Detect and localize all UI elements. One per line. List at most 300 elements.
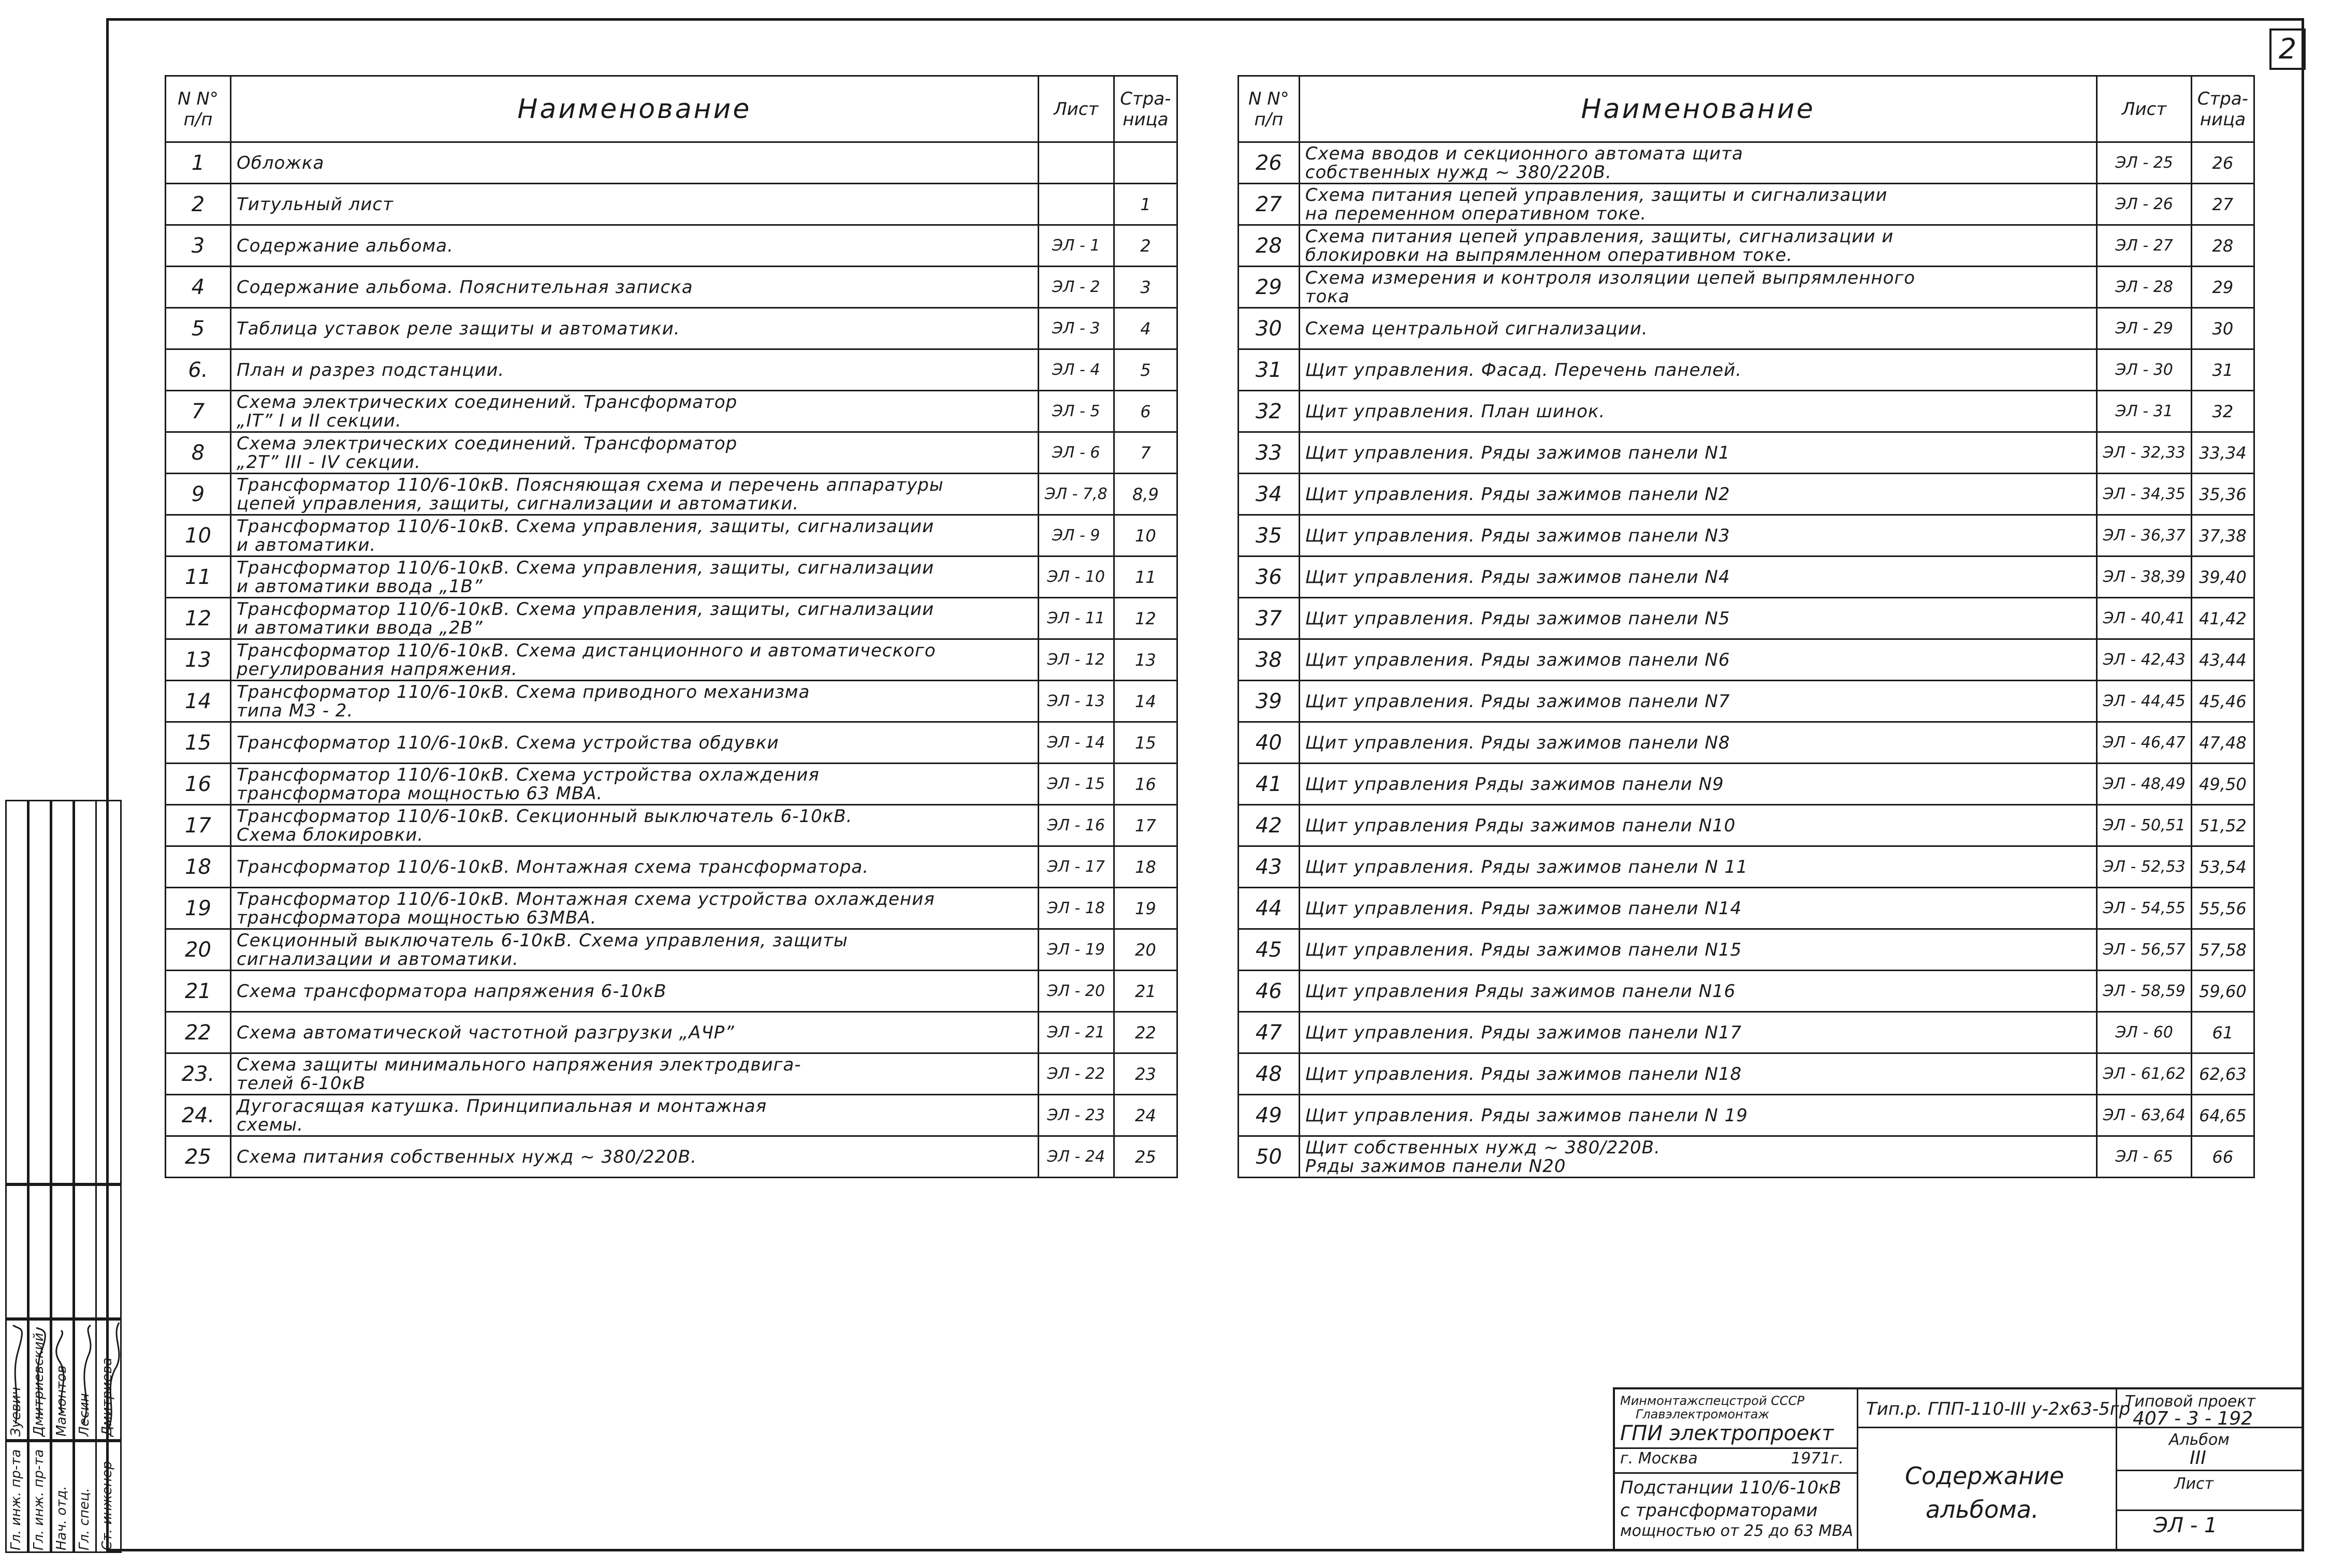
table-row [1239,308,2254,349]
header-sheet: Лист [1038,76,1114,142]
row-sheet: ЭЛ - 16 [1038,805,1114,846]
name-2: Дмитриевский [31,1332,47,1437]
row-page: 23 [1114,1053,1177,1095]
tb-album-value: III [2190,1447,2206,1469]
row-page: 37,38 [2191,515,2254,556]
table-row [1239,929,2254,971]
row-number: 30 [1239,308,1300,349]
row-page: 43,44 [2191,639,2254,681]
row-number: 26 [1239,142,1300,184]
row-number: 37 [1239,598,1300,639]
row-sheet: ЭЛ - 12 [1038,639,1114,681]
row-page: 22 [1114,1012,1177,1053]
row-page: 59,60 [2191,971,2254,1012]
table-row [166,929,1177,971]
row-title: Трансформатор 110/6-10кВ. Схема приводного механизма типа МЗ - 2. [231,681,1039,722]
row-page: 3 [1114,267,1177,308]
row-page: 66 [2191,1136,2254,1178]
table-row [166,349,1177,391]
table-row [1239,391,2254,432]
row-sheet: ЭЛ - 13 [1038,681,1114,722]
table-row [166,1136,1177,1178]
row-number: 28 [1239,225,1300,267]
row-sheet: ЭЛ - 48,49 [2097,764,2191,805]
tb-code: Тип.р. ГПП-110-III у-2х63-5гр [1866,1399,2131,1419]
tb-tp-label: Типовой проект [2125,1393,2255,1411]
row-page: 47,48 [2191,722,2254,764]
table-row [166,267,1177,308]
row-page: 12 [1114,598,1177,639]
row-number: 38 [1239,639,1300,681]
row-page: 45,46 [2191,681,2254,722]
row-sheet: ЭЛ - 61,62 [2097,1053,2191,1095]
row-number: 18 [166,846,231,888]
row-title: Схема питания цепей управления, защиты, сигнализации и блокировки на выпрямленном оперативном токе. [1299,225,2097,267]
row-title: Схема автоматической частотной разгрузки „АЧР” [231,1012,1039,1053]
row-page: 7 [1114,432,1177,474]
row-number: 7 [166,391,231,432]
role-1: Гл. инж. пр-та [8,1449,24,1550]
row-page: 51,52 [2191,805,2254,846]
table-row [1239,681,2254,722]
row-page: 57,58 [2191,929,2254,971]
row-page: 8,9 [1114,474,1177,515]
row-sheet: ЭЛ - 30 [2097,349,2191,391]
row-page: 10 [1114,515,1177,556]
row-title: Схема вводов и секционного автомата щита собственных нужд ~ 380/220В. [1299,142,2097,184]
table-row [166,474,1177,515]
row-number: 13 [166,639,231,681]
row-sheet: ЭЛ - 63,64 [2097,1095,2191,1136]
row-sheet: ЭЛ - 25 [2097,142,2191,184]
row-sheet: ЭЛ - 3 [1038,308,1114,349]
row-title: Щит управления. План шинок. [1299,391,2097,432]
tb-city: г. Москва [1620,1449,1698,1468]
row-page: 27 [2191,184,2254,225]
row-sheet: ЭЛ - 24 [1038,1136,1114,1178]
row-sheet: ЭЛ - 23 [1038,1095,1114,1136]
row-sheet: ЭЛ - 44,45 [2097,681,2191,722]
row-number: 4 [166,267,231,308]
row-title: Щит управления. Ряды зажимов панели N3 [1299,515,2097,556]
row-sheet: ЭЛ - 54,55 [2097,888,2191,929]
row-sheet: ЭЛ - 4 [1038,349,1114,391]
row-number: 24. [166,1095,231,1136]
row-number: 47 [1239,1012,1300,1053]
tb-doc-title-2: альбома. [1926,1496,2039,1523]
row-sheet: ЭЛ - 40,41 [2097,598,2191,639]
row-number: 44 [1239,888,1300,929]
table-row [1239,1095,2254,1136]
row-title: Таблица уставок реле защиты и автоматики. [231,308,1039,349]
row-page: 35,36 [2191,474,2254,515]
row-number: 2 [166,184,231,225]
table-row [1239,722,2254,764]
row-number: 39 [1239,681,1300,722]
row-sheet: ЭЛ - 15 [1038,764,1114,805]
table-row [1239,888,2254,929]
row-number: 36 [1239,556,1300,598]
row-title: Щит управления. Ряды зажимов панели N7 [1299,681,2097,722]
row-sheet [1038,184,1114,225]
tb-album-label: Альбом [2169,1431,2230,1449]
row-sheet: ЭЛ - 5 [1038,391,1114,432]
row-number: 48 [1239,1053,1300,1095]
table-row [1239,556,2254,598]
contents-table-right [1237,75,2255,1178]
row-number: 14 [166,681,231,722]
header-num: N N° п/п [1239,76,1300,142]
row-number: 19 [166,888,231,929]
table-row [166,1012,1177,1053]
table-row [1239,515,2254,556]
row-title: Щит управления. Ряды зажимов панели N1 [1299,432,2097,474]
row-number: 6. [166,349,231,391]
table-row [166,432,1177,474]
row-page: 1 [1114,184,1177,225]
row-sheet: ЭЛ - 32,33 [2097,432,2191,474]
table-row [1239,971,2254,1012]
row-number: 29 [1239,267,1300,308]
tb-line [1858,1427,2117,1428]
header-sheet: Лист [2097,76,2191,142]
table-row [166,888,1177,929]
row-sheet: ЭЛ - 21 [1038,1012,1114,1053]
row-page: 15 [1114,722,1177,764]
row-number: 40 [1239,722,1300,764]
tb-year: 1971г. [1791,1449,1844,1468]
row-sheet: ЭЛ - 46,47 [2097,722,2191,764]
row-title: План и разрез подстанции. [231,349,1039,391]
row-page [1114,142,1177,184]
row-sheet: ЭЛ - 18 [1038,888,1114,929]
row-sheet: ЭЛ - 58,59 [2097,971,2191,1012]
table-row [1239,764,2254,805]
row-number: 12 [166,598,231,639]
row-number: 45 [1239,929,1300,971]
table-row [166,846,1177,888]
row-title: Трансформатор 110/6-10кВ. Секционный выключатель 6-10кВ. Схема блокировки. [231,805,1039,846]
row-title: Щит управления. Ряды зажимов панели N 11 [1299,846,2097,888]
row-number: 34 [1239,474,1300,515]
row-title: Трансформатор 110/6-10кВ. Схема устройства охлаждения трансформатора мощностью 63 МВА. [231,764,1039,805]
table-row [1239,1012,2254,1053]
table-row [166,308,1177,349]
row-number: 23. [166,1053,231,1095]
row-number: 10 [166,515,231,556]
row-page: 4 [1114,308,1177,349]
row-title: Трансформатор 110/6-10кВ. Монтажная схема трансформатора. [231,846,1039,888]
table-row [1239,432,2254,474]
role-3: Нач. отд. [54,1486,69,1550]
header-name: Наименование [1299,76,2097,142]
contents-table-left [165,75,1178,1178]
row-title: Щит управления. Ряды зажимов панели N15 [1299,929,2097,971]
tb-subject-1: Подстанции 110/6-10кВ [1620,1477,1841,1498]
row-title: Содержание альбома. Пояснительная записка [231,267,1039,308]
row-page: 14 [1114,681,1177,722]
row-page: 64,65 [2191,1095,2254,1136]
row-sheet: ЭЛ - 20 [1038,971,1114,1012]
row-page: 49,50 [2191,764,2254,805]
table-row [1239,184,2254,225]
row-sheet: ЭЛ - 50,51 [2097,805,2191,846]
row-number: 27 [1239,184,1300,225]
tb-line [1615,1447,1858,1449]
header-num: N N° п/п [166,76,231,142]
row-page: 33,34 [2191,432,2254,474]
row-number: 9 [166,474,231,515]
row-number: 43 [1239,846,1300,888]
row-number: 17 [166,805,231,846]
row-title: Трансформатор 110/6-10кВ. Схема управления, защиты, сигнализации и автоматики ввода „1В” [231,556,1039,598]
row-page: 13 [1114,639,1177,681]
row-title: Титульный лист [231,184,1039,225]
row-title: Щит управления. Ряды зажимов панели N4 [1299,556,2097,598]
table-row [166,1095,1177,1136]
row-title: Щит управления Ряды зажимов панели N10 [1299,805,2097,846]
row-title: Щит управления Ряды зажимов панели N9 [1299,764,2097,805]
role-5: Ст. инженер [99,1461,115,1550]
row-sheet [1038,142,1114,184]
tb-line [2117,1510,2302,1511]
row-title: Щит управления. Ряды зажимов панели N17 [1299,1012,2097,1053]
row-number: 31 [1239,349,1300,391]
row-page: 61 [2191,1012,2254,1053]
table-row [166,142,1177,184]
tb-doc-title-1: Содержание [1905,1462,2064,1490]
table-row [166,598,1177,639]
row-number: 11 [166,556,231,598]
row-page: 29 [2191,267,2254,308]
row-title: Схема центральной сигнализации. [1299,308,2097,349]
row-title: Трансформатор 110/6-10кВ. Схема дистанционного и автоматического регулирования напряжения. [231,639,1039,681]
table-row [166,225,1177,267]
row-title: Схема питания цепей управления, защиты и сигнализации на переменном оперативном токе. [1299,184,2097,225]
row-page: 62,63 [2191,1053,2254,1095]
table-row [166,971,1177,1012]
row-number: 21 [166,971,231,1012]
row-sheet: ЭЛ - 19 [1038,929,1114,971]
role-4: Гл. спец. [77,1488,92,1550]
row-number: 35 [1239,515,1300,556]
row-title: Щит собственных нужд ~ 380/220В. Ряды зажимов панели N20 [1299,1136,2097,1178]
row-number: 8 [166,432,231,474]
row-title: Щит управления. Ряды зажимов панели N6 [1299,639,2097,681]
row-sheet: ЭЛ - 42,43 [2097,639,2191,681]
header-page: Стра-ница [2191,76,2254,142]
row-title: Обложка [231,142,1039,184]
row-page: 25 [1114,1136,1177,1178]
row-number: 49 [1239,1095,1300,1136]
name-5: Дмитриева [99,1357,115,1437]
row-page: 24 [1114,1095,1177,1136]
row-number: 3 [166,225,231,267]
tb-line [1615,1472,1858,1474]
row-number: 25 [166,1136,231,1178]
row-number: 46 [1239,971,1300,1012]
row-sheet: ЭЛ - 6 [1038,432,1114,474]
table-row [166,805,1177,846]
row-title: Дугогасящая катушка. Принципиальная и монтажная схемы. [231,1095,1039,1136]
table-row [1239,225,2254,267]
row-page: 31 [2191,349,2254,391]
row-sheet: ЭЛ - 11 [1038,598,1114,639]
row-sheet: ЭЛ - 26 [2097,184,2191,225]
row-sheet: ЭЛ - 36,37 [2097,515,2191,556]
strip-divider [5,1183,122,1186]
row-title: Секционный выключатель 6-10кВ. Схема управления, защиты сигнализации и автоматики. [231,929,1039,971]
row-page: 2 [1114,225,1177,267]
tb-org-line1: Минмонтажспецстрой СССР [1620,1394,1804,1408]
row-sheet: ЭЛ - 14 [1038,722,1114,764]
row-page: 18 [1114,846,1177,888]
row-page: 6 [1114,391,1177,432]
row-title: Щит управления. Ряды зажимов панели N14 [1299,888,2097,929]
row-sheet: ЭЛ - 65 [2097,1136,2191,1178]
row-page: 16 [1114,764,1177,805]
row-page: 26 [2191,142,2254,184]
row-sheet: ЭЛ - 34,35 [2097,474,2191,515]
table-row [166,184,1177,225]
row-page: 5 [1114,349,1177,391]
tb-sheet-value: ЭЛ - 1 [2153,1514,2218,1537]
row-number: 20 [166,929,231,971]
name-1: Зуевич [8,1387,24,1437]
row-number: 42 [1239,805,1300,846]
row-sheet: ЭЛ - 22 [1038,1053,1114,1095]
row-title: Схема питания собственных нужд ~ 380/220В. [231,1136,1039,1178]
role-2: Гл. инж. пр-та [31,1449,47,1550]
table-row [1239,1053,2254,1095]
page-number: 2 [2269,28,2306,70]
table-row [166,515,1177,556]
table-row [1239,142,2254,184]
row-sheet: ЭЛ - 52,53 [2097,846,2191,888]
row-title: Трансформатор 110/6-10кВ. Схема управления, защиты, сигнализации и автоматики ввода „2В” [231,598,1039,639]
row-number: 5 [166,308,231,349]
row-page: 41,42 [2191,598,2254,639]
table-row [1239,639,2254,681]
row-sheet: ЭЛ - 9 [1038,515,1114,556]
row-title: Трансформатор 110/6-10кВ. Поясняющая схема и перечень аппаратуры цепей управления, защиты, сигнализации и автоматики. [231,474,1039,515]
strip-divider [5,1439,122,1442]
title-block [1613,1387,2304,1551]
row-title: Содержание альбома. [231,225,1039,267]
row-title: Щит управления Ряды зажимов панели N16 [1299,971,2097,1012]
table-row [166,391,1177,432]
table-header [1239,76,2254,142]
row-sheet: ЭЛ - 29 [2097,308,2191,349]
row-title: Трансформатор 110/6-10кВ. Схема управления, защиты, сигнализации и автоматики. [231,515,1039,556]
header-page: Стра-ница [1114,76,1177,142]
table-row [1239,1136,2254,1178]
row-page: 32 [2191,391,2254,432]
row-number: 22 [166,1012,231,1053]
table-row [1239,474,2254,515]
row-page: 17 [1114,805,1177,846]
tb-subject-2: с трансформаторами [1620,1500,1818,1521]
table-row [166,681,1177,722]
row-sheet: ЭЛ - 28 [2097,267,2191,308]
table-row [1239,846,2254,888]
row-number: 50 [1239,1136,1300,1178]
table-row [166,722,1177,764]
row-sheet: ЭЛ - 38,39 [2097,556,2191,598]
row-number: 32 [1239,391,1300,432]
row-number: 1 [166,142,231,184]
row-title: Схема электрических соединений. Трансформатор „2Т” III - IV секции. [231,432,1039,474]
row-number: 33 [1239,432,1300,474]
tb-org-name: ГПИ электропроект [1620,1422,1834,1445]
row-page: 39,40 [2191,556,2254,598]
tb-tp-number: 407 - 3 - 192 [2133,1408,2253,1429]
row-title: Щит управления. Ряды зажимов панели N5 [1299,598,2097,639]
tb-org-line2: Главэлектромонтаж [1636,1407,1770,1422]
row-number: 41 [1239,764,1300,805]
row-title: Схема измерения и контроля изоляции цепей выпрямленного тока [1299,267,2097,308]
signature-scribbles [5,1320,124,1437]
tb-line [2117,1470,2302,1471]
row-page: 11 [1114,556,1177,598]
row-title: Трансформатор 110/6-10кВ. Монтажная схема устройства охлаждения трансформатора мощностью 63МВА. [231,888,1039,929]
row-title: Щит управления. Ряды зажимов панели N 19 [1299,1095,2097,1136]
row-number: 15 [166,722,231,764]
row-sheet: ЭЛ - 17 [1038,846,1114,888]
header-name: Наименование [231,76,1039,142]
table-row [166,639,1177,681]
row-sheet: ЭЛ - 1 [1038,225,1114,267]
row-title: Щит управления. Ряды зажимов панели N8 [1299,722,2097,764]
table-row [166,764,1177,805]
row-sheet: ЭЛ - 56,57 [2097,929,2191,971]
row-title: Щит управления. Фасад. Перечень панелей. [1299,349,2097,391]
table-row [1239,805,2254,846]
table-row [1239,267,2254,308]
row-title: Щит управления. Ряды зажимов панели N18 [1299,1053,2097,1095]
row-sheet: ЭЛ - 7,8 [1038,474,1114,515]
row-sheet: ЭЛ - 27 [2097,225,2191,267]
row-title: Схема защиты минимального напряжения электродвига- телей 6-10кВ [231,1053,1039,1095]
row-page: 55,56 [2191,888,2254,929]
row-page: 19 [1114,888,1177,929]
tb-subject-3: мощностью от 25 до 63 МВА [1620,1522,1854,1540]
row-sheet: ЭЛ - 10 [1038,556,1114,598]
tb-sheet-label: Лист [2174,1475,2214,1493]
table-row [166,556,1177,598]
row-number: 16 [166,764,231,805]
row-sheet: ЭЛ - 31 [2097,391,2191,432]
row-page: 28 [2191,225,2254,267]
row-page: 30 [2191,308,2254,349]
row-page: 53,54 [2191,846,2254,888]
table-row [1239,598,2254,639]
row-title: Схема трансформатора напряжения 6-10кВ [231,971,1039,1012]
name-3: Мамонтов [54,1365,69,1437]
table-row [1239,349,2254,391]
row-page: 21 [1114,971,1177,1012]
table-header [166,76,1177,142]
row-sheet: ЭЛ - 2 [1038,267,1114,308]
name-4: Лесин [77,1393,92,1437]
row-title: Схема электрических соединений. Трансформатор „IТ” I и II секции. [231,391,1039,432]
row-title: Трансформатор 110/6-10кВ. Схема устройства обдувки [231,722,1039,764]
row-page: 20 [1114,929,1177,971]
row-title: Щит управления. Ряды зажимов панели N2 [1299,474,2097,515]
row-sheet: ЭЛ - 60 [2097,1012,2191,1053]
signature-strip [5,800,122,1553]
table-row [166,1053,1177,1095]
